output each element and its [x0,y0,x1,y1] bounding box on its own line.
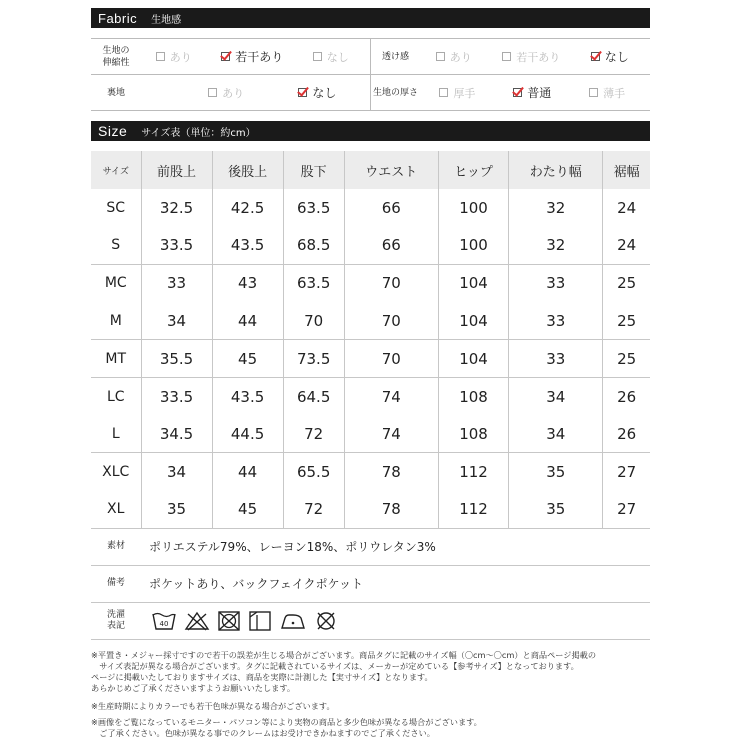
remarks-label: 備考 [106,578,125,589]
remarks-row [91,566,650,603]
measure-cell: 70 [283,302,344,340]
table-row [91,189,650,227]
checkbox-icon [439,88,448,97]
measure-cell: 63.5 [283,264,344,302]
no-tumble-dry-icon [217,610,241,632]
checkbox-icon [156,52,165,61]
measure-cell: 44 [212,302,283,340]
measure-cell: 27 [603,453,650,491]
note-measurement: ※平置き・メジャー採寸ですので若干の誤差が生じる場合がございます。商品タグに記載のサイズ幅（〇cm〜〇cm）と商品ページ掲載の サイズ表記が異なる場合がございます。タグに記載されているサイズは、メーカーが定めている【参考サイズ】となっております。 ページに掲載いたしておりますサイズは、商品を実際に計測した【実寸サイズ】となります。 あらかじめご了承くださいますようお願いいたします。 [91,649,597,693]
size-name-cell: XLC [91,453,141,491]
lining-option [298,84,336,101]
material-row [91,529,650,566]
measure-cell: 70 [344,340,438,378]
checkbox-icon [502,52,511,61]
measure-cell: 104 [438,264,508,302]
measure-cell: 25 [603,264,650,302]
table-row [91,377,650,415]
stretch-option-label: 若干あり [235,50,284,64]
size-name-cell: SC [91,189,141,227]
measure-cell: 43 [212,264,283,302]
measure-cell: 35 [509,453,603,491]
table-row [91,302,650,340]
measure-cell: 24 [617,198,637,217]
care-icons [141,610,345,632]
table-row [91,227,650,265]
column-header: 後股上 [212,151,283,189]
measure-cell: 74 [344,377,438,415]
measure-cell: 33 [509,264,603,302]
size-name-cell: XL [91,491,141,529]
stretch-options [141,48,370,65]
measure-cell: 66 [344,227,438,265]
iron-low-icon [279,610,307,632]
measure-cell: 72 [283,491,344,529]
lining-options [141,84,370,101]
checked-checkbox-icon [221,52,230,61]
measure-cell: 78 [344,453,438,491]
measure-cell: 44 [212,453,283,491]
measure-cell: 35 [509,491,603,529]
measure-cell: 27 [617,500,637,519]
measure-cell: 43.5 [212,377,283,415]
measure-cell: 104 [438,340,508,378]
column-header: 前股上 [141,151,212,189]
thickness-option [439,85,475,101]
fabric-row [91,39,650,75]
measure-cell: 34 [509,377,603,415]
size-name-cell: MT [91,340,141,378]
measure-cell: 73.5 [283,340,344,378]
sheer-option-label: なし [604,50,629,64]
thickness-cell [371,75,651,110]
checked-checkbox-icon [591,52,600,61]
measure-cell: 33.5 [141,377,212,415]
fabric-row [91,75,650,111]
size-subtitle: サイズ表（単位：約cm） [141,127,256,139]
material-label: 素材 [106,541,125,552]
sheer-option-label: あり [449,50,472,64]
measure-cell: 65.5 [283,453,344,491]
material-value: ポリエステル79%、レーヨン18%、ポリウレタン3% [149,540,436,555]
column-header: ヒップ [438,151,508,189]
thickness-option-label: 薄手 [603,86,626,100]
product-spec-sheet [91,8,650,744]
measure-cell: 74 [344,415,438,453]
fabric-title: Fabric [98,10,138,26]
size-table-body [91,189,650,528]
size-name-cell: M [91,302,141,340]
measure-cell: 45 [212,491,283,529]
sheer-option-label: 若干あり [516,50,561,64]
care-row [91,603,650,640]
line-dry-icon [248,610,272,632]
measure-cell: 108 [438,377,508,415]
measure-cell: 112 [438,453,508,491]
column-header: わたり幅 [509,151,603,189]
fabric-subtitle: 生地感 [151,14,182,26]
lining-option-label: なし [312,86,337,100]
checkbox-icon [208,88,217,97]
table-row [91,453,650,491]
measure-cell: 100 [438,189,508,227]
measure-cell: 72 [283,415,344,453]
measure-cell: 34 [141,302,212,340]
size-name-cell: L [91,415,141,453]
note-monitor: ※画像をご覧になっているモニター・パソコン等により実物の商品と多少色味が異なる場合がございます。 ご了承ください。色味が異なる事でのクレームはお受けできかねますのでご了承ください。 [91,716,482,738]
table-row [91,264,650,302]
fabric-grid [91,38,650,111]
measure-cell: 32.5 [141,189,212,227]
measure-cell: 25 [617,311,637,330]
sheer-options [421,48,651,65]
measure-cell: 112 [438,491,508,529]
measure-cell: 68.5 [283,227,344,265]
measure-cell: 34.5 [141,415,212,453]
note-color-batch: ※生産時期によりカラーでも若干色味が異なる場合がございます。 [91,700,335,711]
measure-cell: 34 [141,453,212,491]
table-row [91,340,650,378]
table-row [91,491,650,529]
measure-cell: 33 [509,302,603,340]
stretch-option [156,49,192,65]
checked-checkbox-icon [298,88,307,97]
thickness-options [421,84,651,101]
measure-cell: 32 [509,189,603,227]
sheer-cell [371,39,651,74]
size-name-cell: LC [91,377,141,415]
remarks-value: ポケットあり、バックフェイクポケット [149,577,363,592]
column-header: 裾幅 [613,164,640,180]
size-name-cell: MC [91,264,141,302]
measure-cell: 66 [344,189,438,227]
sheer-option [502,49,560,65]
lining-option-label: あり [222,86,245,100]
checkbox-icon [313,52,322,61]
sheer-option [591,48,629,65]
no-bleach-icon [184,610,210,632]
checkbox-icon [589,88,598,97]
care-label: 洗濯 表記 [106,609,125,631]
measure-cell: 64.5 [283,377,344,415]
size-header [91,121,650,141]
thickness-option-label: 厚手 [453,86,476,100]
notes [91,650,650,739]
thickness-label: 生地の厚さ [372,87,418,98]
measure-cell: 35 [141,491,212,529]
measure-cell: 32 [509,227,603,265]
lining-cell [91,75,371,110]
sheer-label: 透け感 [381,51,409,62]
measure-cell: 24 [617,236,637,255]
thickness-option [589,85,625,101]
measure-cell: 104 [438,302,508,340]
lining-label: 裏地 [106,87,125,98]
column-header: 股下 [283,151,344,189]
wash-40-icon [151,610,177,632]
stretch-option-label: なし [326,50,349,64]
measure-cell: 70 [344,302,438,340]
measure-cell: 78 [344,491,438,529]
sheer-option [436,49,472,65]
measure-cell: 26 [617,424,637,443]
measure-cell: 26 [603,377,650,415]
size-table-header-row [91,151,650,189]
size-table [91,151,650,529]
measure-cell: 42.5 [212,189,283,227]
measure-cell: 45 [212,340,283,378]
measure-cell: 25 [603,340,650,378]
size-title: Size [98,123,128,139]
measure-cell: 44.5 [212,415,283,453]
checkbox-icon [436,52,445,61]
no-dry-clean-icon [314,610,338,632]
column-header: ウエスト [344,151,438,189]
measure-cell: 70 [344,264,438,302]
measure-cell: 33 [509,340,603,378]
stretch-option [313,49,349,65]
checked-checkbox-icon [513,88,522,97]
stretch-cell [91,39,371,74]
measure-cell: 34 [509,415,603,453]
measure-cell: 100 [438,227,508,265]
measure-cell: 33.5 [141,227,212,265]
measure-cell: 63.5 [283,189,344,227]
stretch-option [221,48,283,65]
fabric-header [91,8,650,28]
stretch-option-label: あり [169,50,192,64]
thickness-option [513,84,551,101]
measure-cell: 33 [141,264,212,302]
measure-cell: 43.5 [212,227,283,265]
measure-cell: 35.5 [141,340,212,378]
size-name-cell: S [91,227,141,265]
stretch-label: 生地の 伸縮性 [102,45,130,68]
lining-option [208,85,244,101]
measure-cell: 108 [438,415,508,453]
thickness-option-label: 普通 [527,86,552,100]
wash-temp-text: 40 [159,619,169,628]
column-header: サイズ [91,151,141,189]
table-row [91,415,650,453]
